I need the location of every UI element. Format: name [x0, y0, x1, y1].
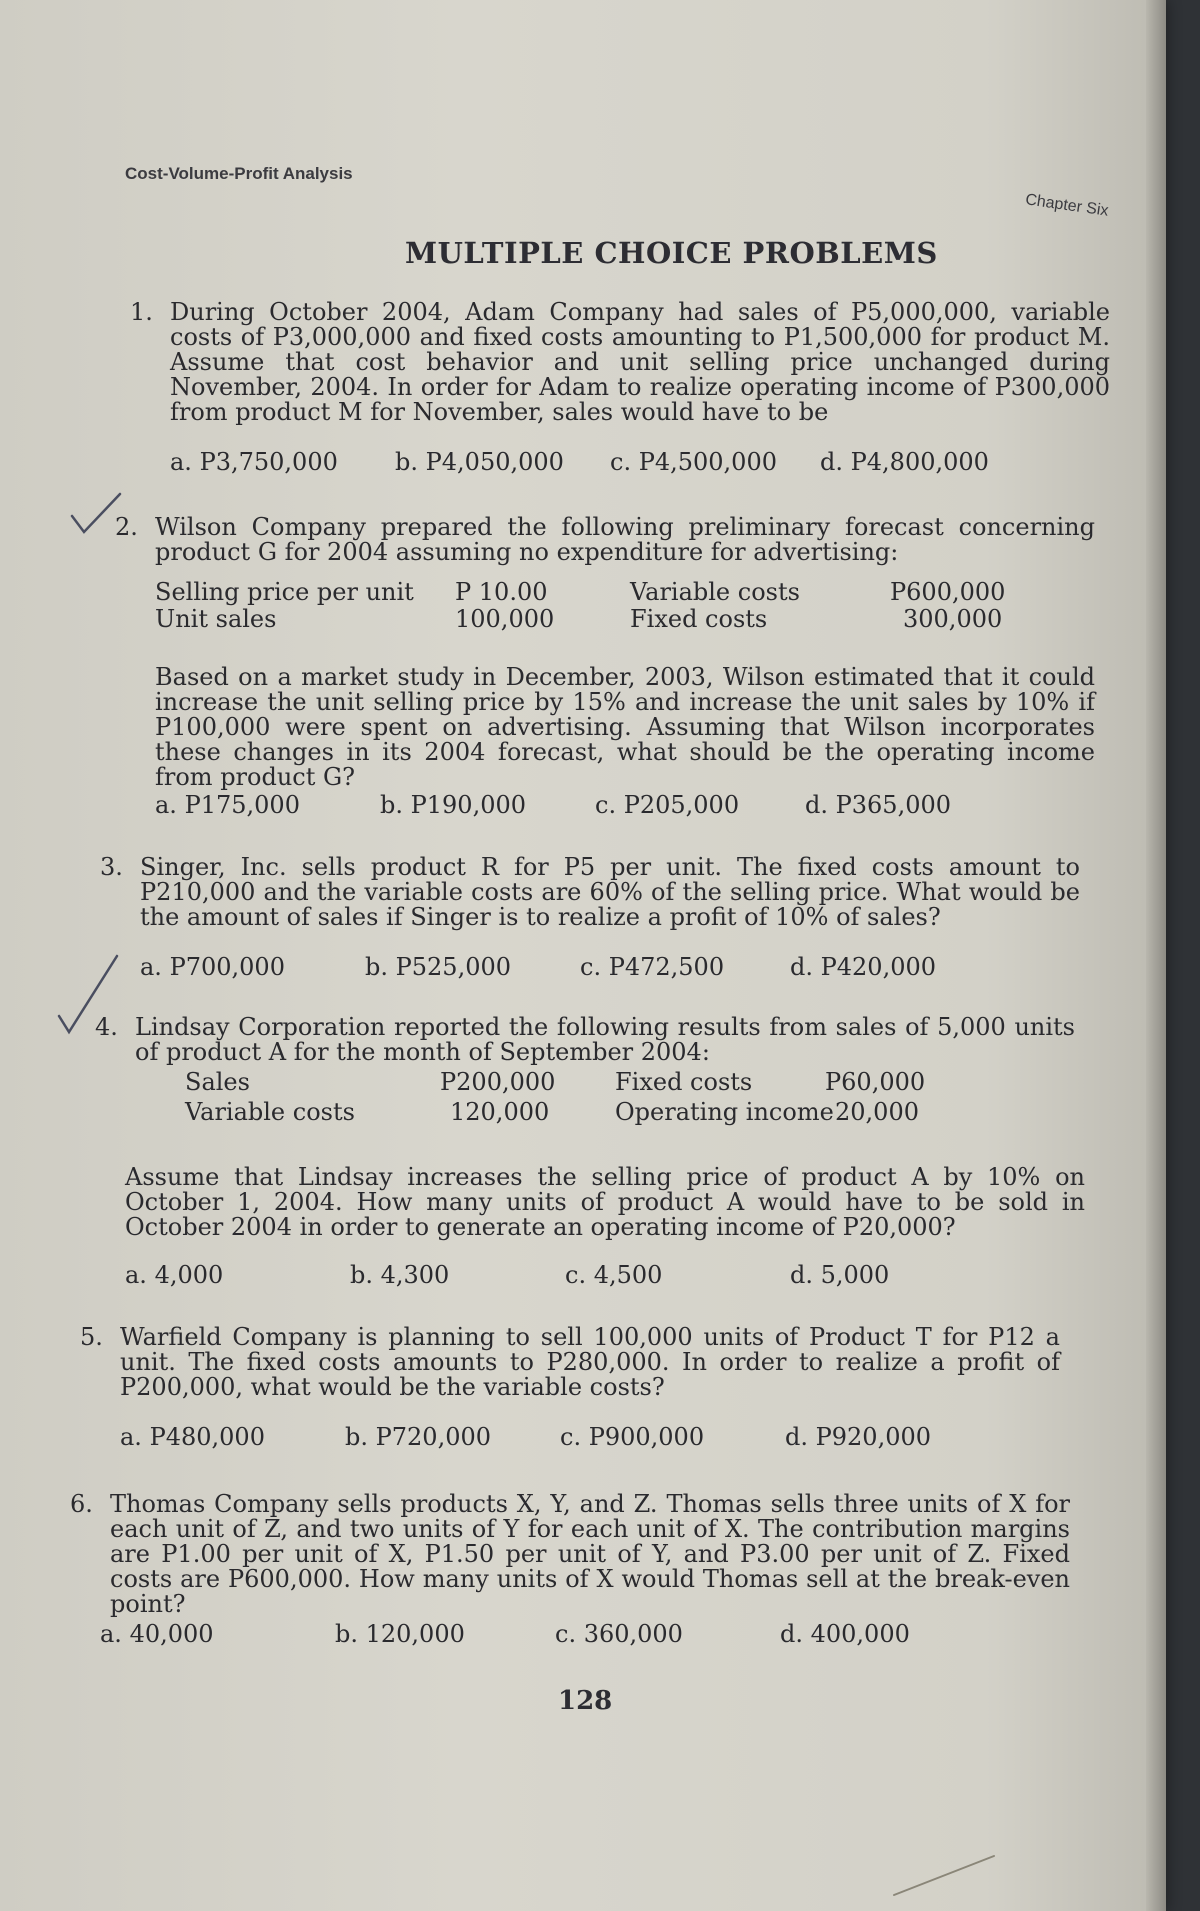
question-number: 2.: [115, 513, 138, 541]
running-header-right: Chapter Six: [1024, 191, 1110, 220]
question-text-continued: Based on a market study in December, 2003, Wilson estimated that it could increase the unit selling price by 15% and increase the unit sales by 10% if P100,000 were spent on advertising. Assuming that Wilson incorporates these changes in its 2004 forecast, what should be the operating income from product G?: [155, 663, 1095, 791]
question-5: [80, 1325, 1080, 1465]
section-title: MULTIPLE CHOICE PROBLEMS: [405, 236, 938, 270]
choice-d[interactable]: d. P365,000: [805, 791, 952, 819]
answer-choices: [125, 1263, 1025, 1293]
choice-a[interactable]: a. P700,000: [140, 953, 285, 981]
choice-d[interactable]: d. P4,800,000: [820, 448, 989, 476]
table-cell: 20,000: [835, 1098, 919, 1126]
choice-b[interactable]: b. P190,000: [380, 791, 527, 819]
page-number: 128: [558, 1686, 613, 1716]
choice-d[interactable]: d. 400,000: [780, 1620, 910, 1648]
question-text: Singer, Inc. sells product R for P5 per unit. The fixed costs amount to P210,000 and the variable costs are 60% of the selling price. What would be the amount of sales if Singer is to realize a profit of 10% of sales?: [140, 853, 1080, 931]
question-3: [100, 855, 1090, 995]
answer-choices: [100, 1622, 1000, 1652]
choice-a[interactable]: a. 4,000: [125, 1261, 224, 1289]
table-cell: Variable costs: [630, 578, 800, 606]
question-6: [70, 1492, 1080, 1672]
choice-c[interactable]: c. P205,000: [595, 791, 740, 819]
question-number: 6.: [70, 1490, 93, 1518]
check-mark-icon: [55, 950, 125, 1040]
question-text-continued: Assume that Lindsay increases the selling price of product A by 10% on October 1, 2004. How many units of product A would have to be sold in October 2004 in order to generate an operating income of P20,000?: [125, 1163, 1085, 1241]
choice-a[interactable]: a. P480,000: [120, 1423, 265, 1451]
table-cell: P200,000: [440, 1068, 556, 1096]
choice-c[interactable]: c. P900,000: [560, 1423, 705, 1451]
forecast-table: [155, 580, 1055, 635]
question-number: 5.: [80, 1323, 103, 1351]
choice-d[interactable]: d. P420,000: [790, 953, 937, 981]
choice-a[interactable]: a. P3,750,000: [170, 448, 338, 476]
answer-choices: [170, 450, 1070, 480]
table-cell: Sales: [185, 1068, 250, 1096]
table-cell: Fixed costs: [630, 605, 768, 633]
choice-c[interactable]: c. P4,500,000: [610, 448, 777, 476]
choice-a[interactable]: a. 40,000: [100, 1620, 214, 1648]
question-text: Warfield Company is planning to sell 100,000 units of Product T for P12 a unit. The fixed costs amounts to P280,000. In order to realize a profit of P200,000, what would be the variable costs?: [120, 1323, 1060, 1401]
choice-b[interactable]: b. P4,050,000: [395, 448, 564, 476]
answer-choices: [140, 955, 1040, 985]
table-cell: Selling price per unit: [155, 578, 414, 606]
table-cell: 120,000: [450, 1098, 550, 1126]
choice-b[interactable]: b. 4,300: [350, 1261, 450, 1289]
table-cell: P 10.00: [455, 578, 548, 606]
table-cell: P600,000: [890, 578, 1006, 606]
answer-choices: [155, 793, 1055, 823]
table-cell: Variable costs: [185, 1098, 355, 1126]
choice-d[interactable]: d. 5,000: [790, 1261, 890, 1289]
question-2: [115, 515, 1105, 830]
table-cell: Operating income: [615, 1098, 834, 1126]
question-number: 4.: [95, 1013, 118, 1041]
table-cell: P60,000: [825, 1068, 926, 1096]
question-number: 3.: [100, 853, 123, 881]
table-cell: 300,000: [903, 605, 1003, 633]
question-text: Thomas Company sells products X, Y, and Z. Thomas sells three units of X for each unit of Z, and two units of Y for each unit of X. The contribution margins are P1.00 per unit of X, P1.50 per unit of Y, and P3.00 per unit of Z. Fixed costs are P600,000. How many units of X would Thomas sell at the break-even point?: [110, 1490, 1070, 1618]
table-cell: Fixed costs: [615, 1068, 753, 1096]
choice-b[interactable]: b. 120,000: [335, 1620, 465, 1648]
choice-b[interactable]: b. P720,000: [345, 1423, 492, 1451]
answer-choices: [120, 1425, 1020, 1455]
results-table: [185, 1070, 1085, 1130]
choice-b[interactable]: b. P525,000: [365, 953, 512, 981]
choice-c[interactable]: c. 4,500: [565, 1261, 663, 1289]
choice-d[interactable]: d. P920,000: [785, 1423, 932, 1451]
table-cell: Unit sales: [155, 605, 277, 633]
table-cell: 100,000: [455, 605, 555, 633]
question-number: 1.: [130, 298, 153, 326]
question-text: Wilson Company prepared the following preliminary forecast concerning product G for 2004 assuming no expenditure for advertising:: [155, 513, 1095, 566]
choice-c[interactable]: c. 360,000: [555, 1620, 683, 1648]
page-edge: [1146, 0, 1166, 1911]
question-text: During October 2004, Adam Company had sales of P5,000,000, variable costs of P3,000,000 and fixed costs amounting to P1,500,000 for product M. Assume that cost behavior and unit selling price unchanged during November, 2004. In order for Adam to realize operating income of P300,000 from product M for November, sales would have to be: [170, 298, 1110, 426]
choice-a[interactable]: a. P175,000: [155, 791, 300, 819]
running-header-left: Cost-Volume-Profit Analysis: [125, 164, 353, 183]
question-text: Lindsay Corporation reported the following results from sales of 5,000 units of product A for the month of September 2004:: [135, 1013, 1075, 1066]
choice-c[interactable]: c. P472,500: [580, 953, 725, 981]
pen-stroke-icon: [890, 1850, 1000, 1900]
check-mark-icon: [68, 490, 128, 540]
question-1: [130, 300, 1120, 490]
question-4: [95, 1015, 1085, 1305]
